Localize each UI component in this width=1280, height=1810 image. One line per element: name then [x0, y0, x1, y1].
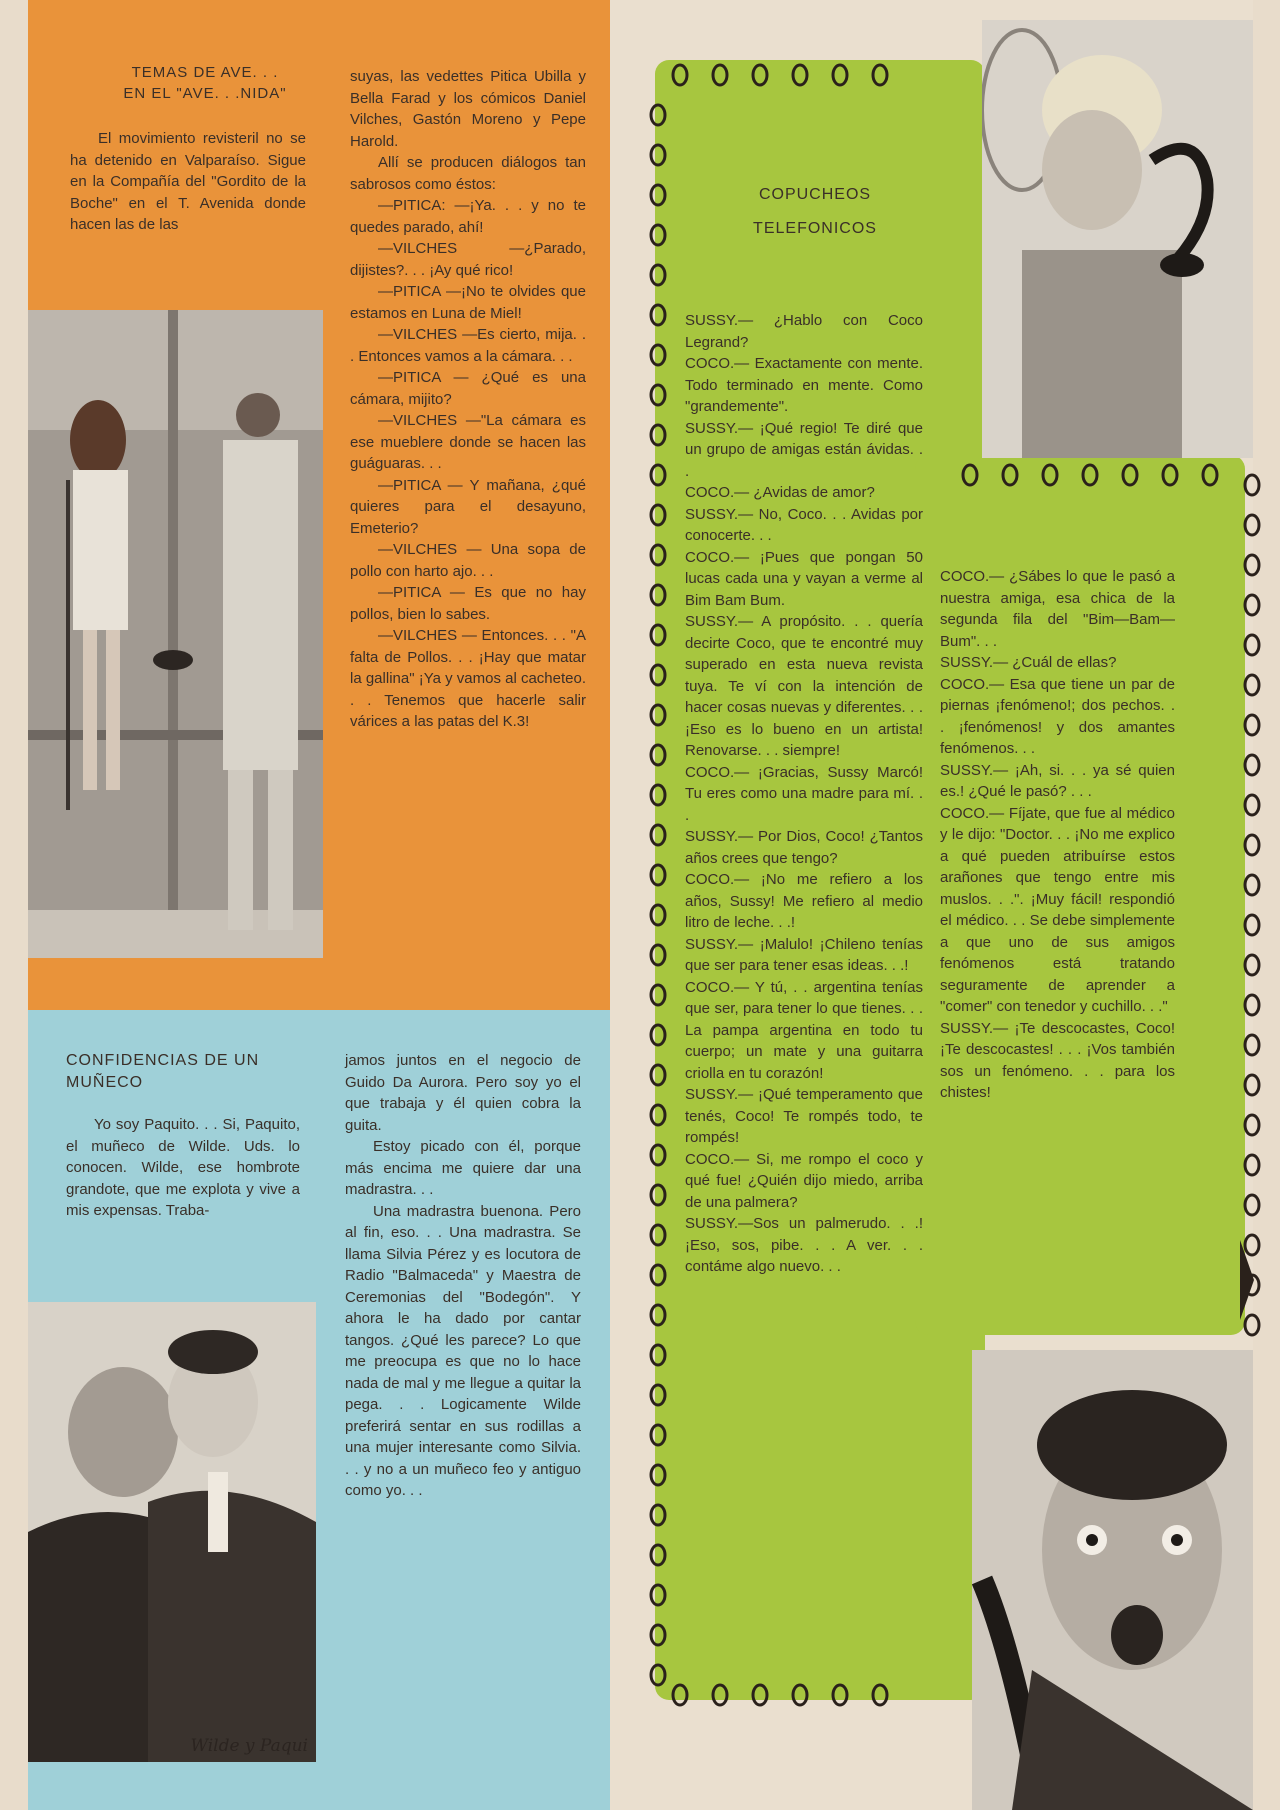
paragraph: COCO.— Y tú, . . argentina tenías que ser, para tener lo que tienes. . . La pampa argentina en todo tu cuerpo; un mate y una guitarra criolla en tu corazón!: [685, 978, 923, 1082]
loop-ornament: [1245, 555, 1259, 575]
coco-phone-photo: [972, 1350, 1253, 1810]
loop-ornament: [651, 465, 665, 485]
loop-ornament: [651, 185, 665, 205]
loop-ornament: [1245, 995, 1259, 1015]
loop-ornament: [651, 665, 665, 685]
paragraph: —PITICA — ¿Qué es una cámara, mijito?: [350, 369, 586, 408]
paragraph: Allí se producen diálogos tan sabrosos como éstos:: [350, 154, 586, 193]
loop-ornament: [1245, 1195, 1259, 1215]
paragraph: —VILCHES —¿Parado, dijistes?. . . ¡Ay qué rico!: [350, 240, 586, 279]
loop-ornament: [651, 785, 665, 805]
loop-ornament: [651, 1305, 665, 1325]
paragraph: —PITICA —¡No te olvides que estamos en Luna de Miel!: [350, 283, 586, 322]
loop-ornament: [651, 1465, 665, 1485]
loop-ornament: [651, 1345, 665, 1365]
paragraph: —VILCHES — Entonces. . . "A falta de Pollos. . . ¡Hay que matar la gallina" ¡Ya y vamos al cacheteo. . . Tenemos que hacerle salir várices a las patas del K.3!: [350, 627, 587, 730]
temas-column-2: [350, 66, 586, 733]
copucheos-title: [690, 178, 940, 246]
loop-ornament: [651, 945, 665, 965]
loop-ornament: [651, 625, 665, 645]
paragraph: COCO.— ¡Pues que pongan 50 lucas cada una y vayan a verme al Bim Bam Bum.: [685, 548, 923, 609]
paragraph: —VILCHES —"La cámara es ese mueblere donde se hacen las guáguaras. . .: [350, 412, 586, 472]
loop-ornament: [651, 745, 665, 765]
confidencias-title: CONFIDENCIAS DE UN MUÑECO: [66, 1052, 260, 1091]
paragraph: COCO.— ¿Sábes lo que le pasó a nuestra amiga, esa chica de la segunda fila del "Bim—Bam—Bum". . .: [940, 568, 1175, 650]
paragraph: SUSSY.—Sos un palmerudo. . .! ¡Eso, sos, pibe. . . A ver. . . contáme algo nuevo. . .: [685, 1215, 923, 1275]
loop-ornament: [651, 585, 665, 605]
loop-ornament: [651, 105, 665, 125]
loop-ornament: [1245, 1035, 1259, 1055]
paragraph: COCO.— Esa que tiene un par de piernas ¡fenómeno!; dos pechos. . . ¡fenómenos! y dos amantes fenómenos. . .: [940, 675, 1175, 757]
loop-ornament: [651, 1185, 665, 1205]
loop-ornament: [651, 1665, 665, 1685]
loop-ornament: [651, 1145, 665, 1165]
loop-ornament: [713, 1685, 727, 1705]
paragraph: —PITICA — Es que no hay pollos, bien lo sabes.: [350, 584, 586, 623]
loop-ornament: [651, 985, 665, 1005]
loop-ornament: [651, 825, 665, 845]
paragraph: COCO.— Fíjate, que fue al médico y le dijo: "Doctor. . . ¡No me explico a qué pueden atribuírse estos arañones que tengo entre mis muslos. . .". ¡Muy fácil! respondió el médico. . . Se debe simplemente a que uno de sus amigos fenómenos está tratando seguramente de aprender a "comer" con tenedor y cuchillo. . .": [940, 804, 1175, 1015]
loop-ornament: [651, 505, 665, 525]
loop-ornament: [873, 1685, 887, 1705]
loop-ornament: [651, 1545, 665, 1565]
wilde-paquito-photo: [28, 1302, 316, 1762]
paragraph: SUSSY.— ¿Cuál de ellas?: [940, 654, 1117, 671]
paragraph: SUSSY.— ¡Qué temperamento que tenés, Coco! Te rompés todo, te rompés!: [685, 1086, 923, 1146]
paragraph: SUSSY.— ¿Hablo con Coco Legrand?: [685, 312, 923, 351]
confidencias-column-1: [66, 1114, 300, 1222]
loop-ornament: [651, 545, 665, 565]
loop-ornament: [651, 865, 665, 885]
loop-ornament: [1123, 465, 1137, 485]
loop-ornament: [833, 65, 847, 85]
loop-ornament: [1043, 465, 1057, 485]
stage-photo: [28, 310, 323, 958]
loop-ornament: [793, 65, 807, 85]
loop-ornament: [1245, 795, 1259, 815]
loop-ornament: [651, 1065, 665, 1085]
loop-ornament: [651, 1265, 665, 1285]
loop-ornament: [651, 1585, 665, 1605]
copucheos-title-line1: COPUCHEOS: [758, 186, 872, 203]
loop-ornament: [651, 705, 665, 725]
loop-ornament: [1245, 1115, 1259, 1135]
loop-ornament: [1245, 675, 1259, 695]
copucheos-column-1: [685, 310, 923, 1278]
loop-ornament: [753, 65, 767, 85]
paragraph: COCO.— Exactamente con mente. Todo terminado en mente. Como "grandemente".: [685, 355, 923, 415]
loop-ornament: [651, 265, 665, 285]
paragraph: COCO.— ¡No me refiero a los años, Sussy! Me refiero al medio litro de leche. . .!: [685, 871, 923, 931]
paragraph: SUSSY.— A propósito. . . quería decirte Coco, que te encontré muy superado en esta nueva revista tuya. Te ví con la intención de hacer cosas nuevas y diferentes. . . ¡Eso es lo bueno en un artista! Renovarse. . . siempre!: [685, 613, 923, 759]
paragraph: jamos juntos en el negocio de Guido Da Aurora. Pero soy yo el que trabaja y él quien cobra la guita.: [345, 1052, 581, 1134]
loop-ornament: [1003, 465, 1017, 485]
confidencias-paragraph: Yo soy Paquito. . . Si, Paquito, el muñeco de Wilde. Uds. lo conocen. Wilde, ese hombrote grandote, que me explota y vive a mis expensas. Traba-: [66, 1116, 300, 1219]
loop-ornament: [873, 65, 887, 85]
loop-ornament: [651, 345, 665, 365]
temas-title-line1: TEMAS DE AVE. . .: [131, 64, 279, 81]
loop-ornament: [963, 465, 977, 485]
paragraph: COCO.— ¿Avidas de amor?: [685, 484, 875, 501]
loop-ornament: [1083, 465, 1097, 485]
loop-ornament: [651, 905, 665, 925]
copucheos-column-2: [940, 566, 1175, 1104]
loop-ornament: [651, 1025, 665, 1045]
loop-ornament: [1245, 1155, 1259, 1175]
loop-ornament: [1245, 595, 1259, 615]
loop-ornament: [1245, 515, 1259, 535]
loop-ornament: [1203, 465, 1217, 485]
loop-ornament: [651, 1425, 665, 1445]
paragraph: SUSSY.— Por Dios, Coco! ¿Tantos años crees que tengo?: [685, 828, 923, 867]
paragraph: SUSSY.— ¡Ah, si. . . ya sé quien es.! ¿Qué le pasó? . . .: [940, 761, 1175, 800]
paragraph: COCO.— ¡Gracias, Sussy Marcó! Tu eres como una madre para mí. . .: [685, 763, 923, 824]
loop-ornament: [1245, 915, 1259, 935]
loop-ornament: [753, 1685, 767, 1705]
paragraph: suyas, las vedettes Pitica Ubilla y Bella Farad y los cómicos Daniel Vilches, Gastón Moreno y Pepe Harold.: [350, 68, 586, 150]
loop-ornament: [673, 65, 687, 85]
paragraph: Estoy picado con él, porque más encima me quiere dar una madrastra. . .: [345, 1138, 581, 1198]
paragraph: —VILCHES — Una sopa de pollo con harto ajo. . .: [350, 541, 586, 580]
loop-ornament: [651, 425, 665, 445]
paragraph: COCO.— Si, me rompo el coco y qué fue! ¿Quién dijo miedo, arriba de una palmera?: [685, 1150, 923, 1211]
paragraph: SUSSY.— ¡Qué regio! Te diré que un grupo de amigas están ávidas. . .: [685, 419, 923, 480]
loop-ornament: [793, 1685, 807, 1705]
loop-ornament: [1245, 1075, 1259, 1095]
paragraph: —PITICA: —¡Ya. . . y no te quedes parado, ahí!: [350, 197, 586, 236]
loop-ornament: [651, 1225, 665, 1245]
loop-ornament: [1245, 475, 1259, 495]
loop-ornament: [651, 145, 665, 165]
sussy-phone-photo: [982, 20, 1253, 458]
loop-ornament: [651, 305, 665, 325]
loop-ornament: [1245, 835, 1259, 855]
paragraph: SUSSY.— ¡Malulo! ¡Chileno tenías que ser para tener esas ideas. . .!: [685, 935, 923, 974]
paragraph: SUSSY.— No, Coco. . . Avidas por conocerte. . .: [685, 505, 923, 544]
copucheos-title-line2: TELEFONICOS: [753, 220, 877, 237]
temas-title: [80, 62, 330, 104]
loop-ornament: [651, 1505, 665, 1525]
paragraph: —PITICA — Y mañana, ¿qué quieres para el desayuno, Emeterio?: [350, 476, 586, 537]
loop-ornament: [1245, 875, 1259, 895]
paragraph: SUSSY.— ¡Te descocastes, Coco! ¡Te descocastes! . . . ¡Vos también sos un fenómeno. . . para los chistes!: [940, 1019, 1175, 1101]
loop-ornament: [651, 225, 665, 245]
loop-ornament: [1163, 465, 1177, 485]
confidencias-column-2: [345, 1050, 581, 1502]
loop-ornament: [651, 385, 665, 405]
loop-ornament: [833, 1685, 847, 1705]
page-edge-marker: [1240, 1240, 1254, 1320]
loop-ornament: [651, 1625, 665, 1645]
paragraph: —VILCHES —Es cierto, mija. . . Entonces vamos a la cámara. . .: [350, 326, 586, 365]
loop-ornament: [713, 65, 727, 85]
paragraph: Una madrastra buenona. Pero al fin, eso. . . Una madrastra. Se llama Silvia Pérez y es locutora de Radio "Balmaceda" y Maestra de Ceremonias del "Bodegón". Y ahora le ha dado por cantar tangos. ¿Qué les parece? Lo que me preocupa es que no lo hace nada de mal y me llegue a quitar la pega. . . Logicamente Wilde preferirá sentar en sus rodillas a una mujer interesante como Silvia. . . y no a un muñeco feo y antiguo como yo. . .: [345, 1202, 581, 1499]
temas-column-1: [70, 128, 306, 236]
loop-ornament: [1245, 755, 1259, 775]
loop-ornament: [1245, 635, 1259, 655]
loop-ornament: [651, 1105, 665, 1125]
loop-ornament: [651, 1385, 665, 1405]
loop-ornament: [1245, 955, 1259, 975]
temas-title-line2: EN EL "AVE. . .NIDA": [123, 85, 287, 102]
photo-caption: Wilde y Paqui: [190, 1736, 308, 1756]
loop-ornament: [1245, 715, 1259, 735]
loop-ornament: [673, 1685, 687, 1705]
temas-paragraph: El movimiento revisteril no se ha detenido en Valparaíso. Sigue en la Compañía del "Gordito de la Boche" en el T. Avenida donde hacen las de las: [70, 130, 306, 233]
